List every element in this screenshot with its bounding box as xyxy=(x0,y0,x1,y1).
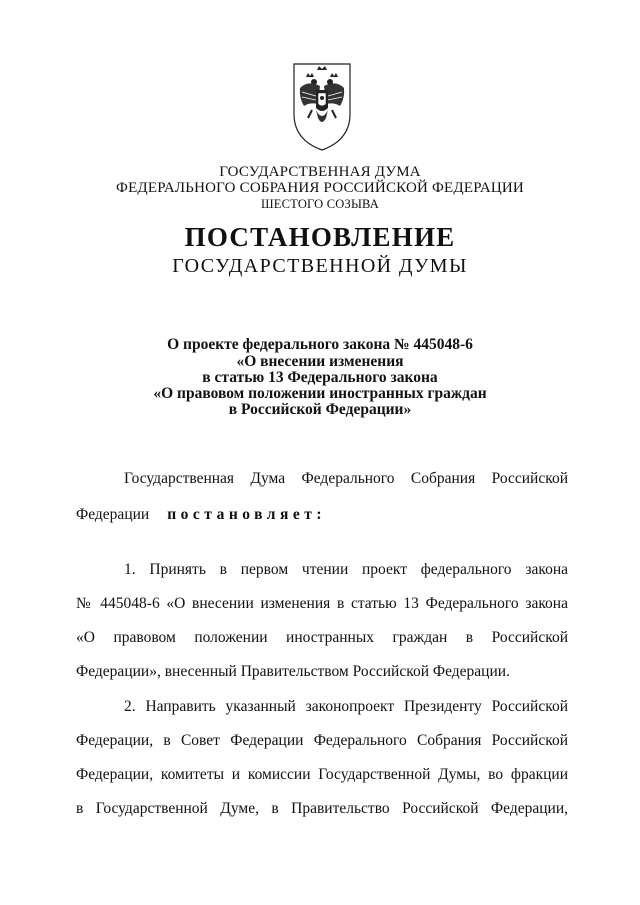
coat-of-arms-emblem xyxy=(290,62,354,152)
subject-line: «О внесении изменения xyxy=(236,353,404,370)
preamble-federation: Федерации xyxy=(76,506,150,523)
paragraph1-line: № 445048-6 «О внесении изменения в статью 13 Федерального закона xyxy=(76,595,568,612)
paragraph2-line: 2. Направить указанный законопроект Президенту Российской xyxy=(124,698,568,715)
convocation: ШЕСТОГО СОЗЫВА xyxy=(260,197,380,211)
subject-line: в статью 13 Федерального закона xyxy=(202,369,438,386)
subject-line: О проекте федерального закона № 445048-6 xyxy=(167,336,473,353)
preamble-line-2 xyxy=(76,506,568,524)
paragraph1-line: 1. Принять в первом чтении проект федерального закона xyxy=(124,561,568,578)
subject-line: в Российской Федерации» xyxy=(228,401,412,418)
paragraph2-line: в Государственной Думе, в Правительство Российской Федерации, xyxy=(76,800,568,817)
document-title: ПОСТАНОВЛЕНИЕ xyxy=(184,222,456,252)
paragraph2-line: Федерации, в Совет Федерации Федерального Собрания Российской xyxy=(76,732,568,749)
paragraph1-line: «О правовом положении иностранных граждан в Российской xyxy=(76,629,568,646)
duma-name: ГОСУДАРСТВЕННАЯ ДУМА xyxy=(219,164,421,180)
assembly-name: ФЕДЕРАЛЬНОГО СОБРАНИЯ РОССИЙСКОЙ ФЕДЕРАЦИИ xyxy=(116,180,524,196)
preamble-line: Государственная Дума Федерального Собрания Российской xyxy=(124,470,568,487)
paragraph1-line: Федерации», внесенный Правительством Российской Федерации. xyxy=(76,663,510,680)
subject-line: «О правовом положении иностранных граждан xyxy=(153,385,487,402)
paragraph2-line: Федерации, комитеты и комиссии Государственной Думы, во фракции xyxy=(76,766,568,783)
document-subtitle: ГОСУДАРСТВЕННОЙ ДУМЫ xyxy=(172,255,468,277)
decree-verb: постановляет: xyxy=(167,506,327,523)
